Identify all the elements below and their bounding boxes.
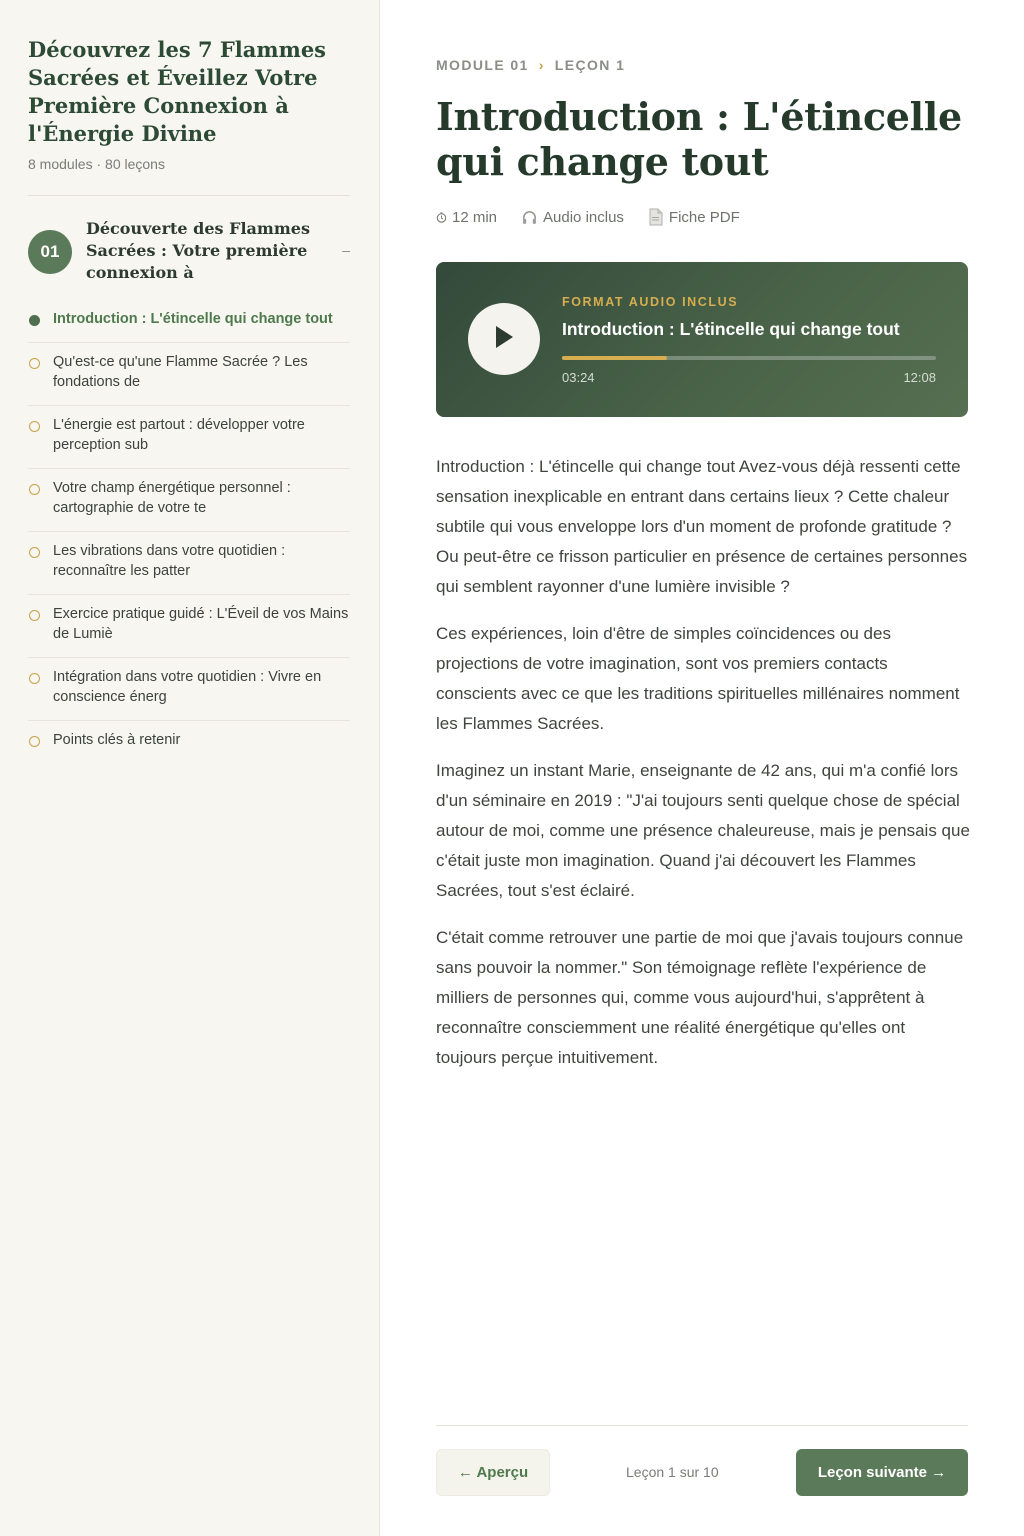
lesson-label: Exercice pratique guidé : L'Éveil de vos Mains de Lumiè bbox=[53, 606, 349, 642]
lesson-item[interactable] bbox=[28, 406, 350, 469]
headphones-icon bbox=[521, 209, 538, 226]
audio-title: Introduction : L'étincelle qui change tout bbox=[562, 319, 900, 339]
breadcrumb-lesson: LEÇON 1 bbox=[554, 57, 626, 73]
lesson-status-icon bbox=[29, 610, 40, 621]
document-icon bbox=[648, 208, 664, 226]
lesson-status-icon bbox=[29, 358, 40, 369]
pdf-meta[interactable] bbox=[648, 208, 740, 226]
lesson-content bbox=[436, 0, 968, 1536]
lesson-label: Votre champ énergétique personnel : cartographie de votre te bbox=[53, 480, 291, 516]
audio-progress-bar[interactable] bbox=[562, 356, 936, 360]
body-paragraph: Imaginez un instant Marie, enseignante de 42 ans, qui m'a confié lors d'un séminaire en 2019 : "J'ai toujours senti quelque chose de spécial autour de moi, comme une présence chaleureuse, mais je pensais que c'était juste mon imagination. Quand j'ai découvert les Flammes Sacrées, tout s'est éclairé. bbox=[436, 761, 970, 900]
sidebar-divider bbox=[28, 195, 350, 196]
lesson-item[interactable] bbox=[28, 469, 350, 532]
breadcrumb-module[interactable]: MODULE 01 bbox=[436, 57, 529, 73]
lesson-status-icon bbox=[29, 315, 40, 326]
lesson-label: Qu'est-ce qu'une Flamme Sacrée ? Les fondations de bbox=[53, 354, 308, 390]
audio-meta bbox=[521, 208, 624, 226]
audio-progress-fill bbox=[562, 356, 667, 360]
lesson-item[interactable] bbox=[28, 532, 350, 595]
lesson-label: L'énergie est partout : développer votre perception sub bbox=[53, 417, 305, 453]
page-title: Introduction : L'étincelle qui change tout bbox=[436, 94, 962, 184]
play-icon bbox=[493, 324, 515, 355]
lesson-counter: Leçon 1 sur 10 bbox=[626, 1464, 719, 1480]
audio-player bbox=[436, 262, 968, 417]
audio-kicker: FORMAT AUDIO INCLUS bbox=[562, 295, 739, 309]
course-meta: 8 modules · 80 leçons bbox=[28, 156, 165, 172]
clock-icon bbox=[436, 212, 447, 223]
course-title: Découvrez les 7 Flammes Sacrées et Éveillez Votre Première Connexion à l'Énergie Divine bbox=[28, 37, 327, 146]
pdf-label[interactable]: Fiche PDF bbox=[668, 208, 740, 226]
module-number-badge: 01 bbox=[28, 230, 72, 274]
lesson-status-icon bbox=[29, 484, 40, 495]
lesson-status-icon bbox=[29, 421, 40, 432]
previous-button[interactable]: ← Aperçu bbox=[436, 1449, 550, 1496]
lesson-meta bbox=[436, 208, 740, 226]
body-paragraph: C'était comme retrouver une partie de moi que j'avais toujours connue sans pouvoir la nommer." Son témoignage reflète l'expérience de milliers de personnes qui, comme vous aujourd'hui, s'apprêtent à reconnaître consciemment une réalité énergétique qu'elles ont toujours perçue intuitivement. bbox=[436, 928, 964, 1067]
duration-label: 12 min bbox=[452, 208, 498, 226]
audio-current-time: 03:24 bbox=[562, 370, 595, 385]
lesson-body bbox=[436, 452, 970, 1090]
lesson-status-icon bbox=[29, 673, 40, 684]
module-header[interactable] bbox=[28, 218, 350, 288]
lesson-item[interactable] bbox=[28, 595, 350, 658]
body-paragraph: Ces expériences, loin d'être de simples coïncidences ou des projections de votre imagination, sont vos premiers contacts conscients avec ce que les traditions spirituelles millénaires nomment les Flammes Sacrées. bbox=[436, 624, 960, 733]
lesson-label: Introduction : L'étincelle qui change tout bbox=[53, 311, 333, 327]
next-lesson-button[interactable]: Leçon suivante → bbox=[796, 1449, 968, 1496]
lesson-item[interactable] bbox=[28, 721, 350, 763]
lesson-label: Intégration dans votre quotidien : Vivre en conscience énerg bbox=[53, 669, 322, 705]
lesson-item[interactable] bbox=[28, 658, 350, 721]
lesson-item[interactable] bbox=[28, 343, 350, 406]
play-button[interactable] bbox=[468, 303, 540, 375]
lesson-item[interactable] bbox=[28, 300, 350, 343]
duration-meta bbox=[436, 208, 497, 226]
module-title: Découverte des Flammes Sacrées : Votre première connexion à bbox=[86, 219, 310, 282]
lesson-status-icon bbox=[29, 547, 40, 558]
course-sidebar bbox=[0, 0, 380, 1536]
audio-label: Audio inclus bbox=[543, 208, 624, 226]
footer-divider bbox=[436, 1425, 968, 1426]
audio-total-time: 12:08 bbox=[903, 370, 936, 385]
collapse-toggle-icon[interactable]: – bbox=[342, 242, 350, 258]
lesson-status-icon bbox=[29, 736, 40, 747]
lesson-list bbox=[28, 300, 350, 763]
breadcrumb-separator: › bbox=[538, 57, 545, 73]
lesson-label: Les vibrations dans votre quotidien : reconnaître les patter bbox=[53, 543, 286, 579]
lesson-label: Points clés à retenir bbox=[53, 732, 181, 748]
breadcrumb bbox=[436, 57, 625, 73]
body-paragraph: Introduction : L'étincelle qui change tout Avez-vous déjà ressenti cette sensation inexplicable en entrant dans certains lieux ? Cette chaleur subtile qui vous enveloppe lors d'un moment de profonde gratitude ? Ou peut-être ce frisson particulier en présence de certaines personnes qui semblent rayonner d'une lumière invisible ? bbox=[436, 457, 968, 596]
